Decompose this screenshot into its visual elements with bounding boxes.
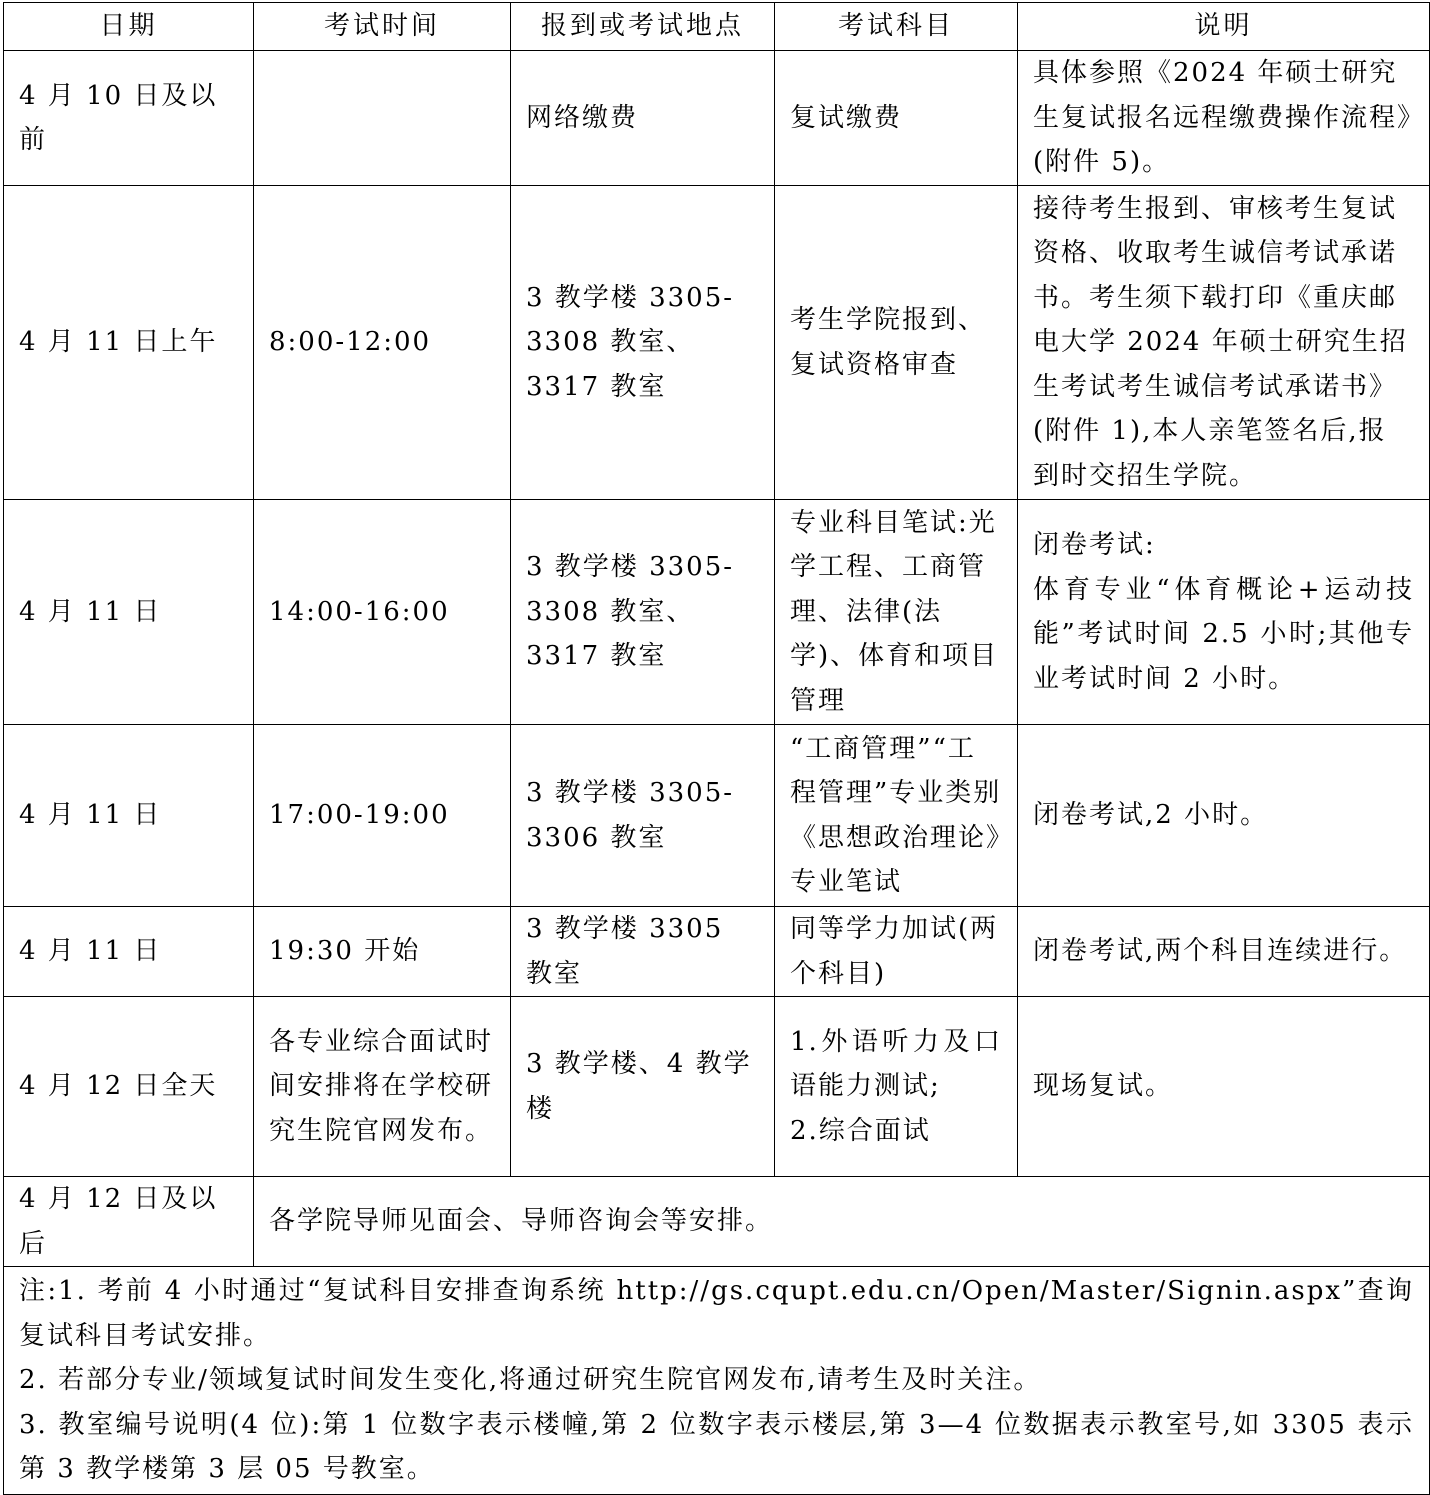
header-place: 报到或考试地点 — [511, 3, 775, 51]
schedule-table — [3, 2, 1430, 1495]
cell-subject — [775, 997, 1018, 1177]
notes-cell — [4, 1267, 1430, 1495]
cell-note: 现场复试。 — [1018, 997, 1430, 1177]
cell-date: 4 月 12 日及以后 — [4, 1177, 254, 1267]
cell-date: 4 月 11 日上午 — [4, 186, 254, 500]
cell-subject: 复试缴费 — [775, 51, 1018, 186]
table-row — [4, 500, 1430, 725]
cell-subject: 考生学院报到、复试资格审查 — [775, 186, 1018, 500]
subject-line: 2.综合面试 — [790, 1115, 931, 1146]
note-line: 体育专业“体育概论+运动技能”考试时间 2.5 小时;其他专业考试时间 2 小时。 — [1033, 574, 1414, 694]
cell-date: 4 月 12 日全天 — [4, 997, 254, 1177]
table-row — [4, 907, 1430, 997]
cell-place: 3 教学楼 3305-3306 教室 — [511, 725, 775, 907]
cell-date: 4 月 11 日 — [4, 907, 254, 997]
table-row — [4, 186, 1430, 500]
header-subject: 考试科目 — [775, 3, 1018, 51]
table-row — [4, 51, 1430, 186]
cell-note: 闭卷考试,两个科目连续进行。 — [1018, 907, 1430, 997]
notes-row — [4, 1267, 1430, 1495]
header-note: 说明 — [1018, 3, 1430, 51]
cell-time: 17:00-19:00 — [254, 725, 511, 907]
subject-line: 1.外语听力及口语能力测试; — [790, 1026, 1002, 1102]
cell-place: 3 教学楼、4 教学楼 — [511, 997, 775, 1177]
cell-time: 14:00-16:00 — [254, 500, 511, 725]
cell-place: 网络缴费 — [511, 51, 775, 186]
cell-note: 接待考生报到、审核考生复试资格、收取考生诚信考试承诺书。考生须下载打印《重庆邮电大学 2024 年硕士研究生招生考试考生诚信考试承诺书》(附件 1),本人亲笔签名后,报到时交招生学院。 — [1018, 186, 1430, 500]
cell-place: 3 教学楼 3305-3308 教室、3317 教室 — [511, 500, 775, 725]
cell-time: 19:30 开始 — [254, 907, 511, 997]
table-row — [4, 997, 1430, 1177]
note-line: 闭卷考试: — [1033, 530, 1156, 560]
header-date: 日期 — [4, 3, 254, 51]
cell-arrangement: 各学院导师见面会、导师咨询会等安排。 — [254, 1177, 1430, 1267]
note-item: 3. 教室编号说明(4 位):第 1 位数字表示楼幢,第 2 位数字表示楼层,第 3—4 位数据表示教室号,如 3305 表示第 3 教学楼第 3 层 05 号教室。 — [19, 1409, 1414, 1485]
cell-subject: “工商管理”“工程管理”专业类别《思想政治理论》专业笔试 — [775, 725, 1018, 907]
cell-subject: 专业科目笔试:光学工程、工商管理、法律(法学)、体育和项目管理 — [775, 500, 1018, 725]
cell-place: 3 教学楼 3305-3308 教室、3317 教室 — [511, 186, 775, 500]
cell-time — [254, 51, 511, 186]
note-item: 2. 若部分专业/领域复试时间发生变化,将通过研究生院官网发布,请考生及时关注。 — [19, 1365, 1042, 1396]
cell-time: 8:00-12:00 — [254, 186, 511, 500]
table-row — [4, 725, 1430, 907]
cell-note: 具体参照《2024 年硕士研究生复试报名远程缴费操作流程》(附件 5)。 — [1018, 51, 1430, 186]
final-row — [4, 1177, 1430, 1267]
cell-date: 4 月 10 日及以前 — [4, 51, 254, 186]
cell-date: 4 月 11 日 — [4, 500, 254, 725]
cell-time: 各专业综合面试时间安排将在学校研究生院官网发布。 — [254, 997, 511, 1177]
cell-date: 4 月 11 日 — [4, 725, 254, 907]
cell-place: 3 教学楼 3305 教室 — [511, 907, 775, 997]
cell-note: 闭卷考试,2 小时。 — [1018, 725, 1430, 907]
header-row — [4, 3, 1430, 51]
note-item: 注:1. 考前 4 小时通过“复试科目安排查询系统 http://gs.cqupt.edu.cn/Open/Master/Signin.aspx”查询复试科目考试安排。 — [19, 1276, 1414, 1351]
header-time: 考试时间 — [254, 3, 511, 51]
cell-note — [1018, 500, 1430, 725]
cell-subject: 同等学力加试(两个科目) — [775, 907, 1018, 997]
